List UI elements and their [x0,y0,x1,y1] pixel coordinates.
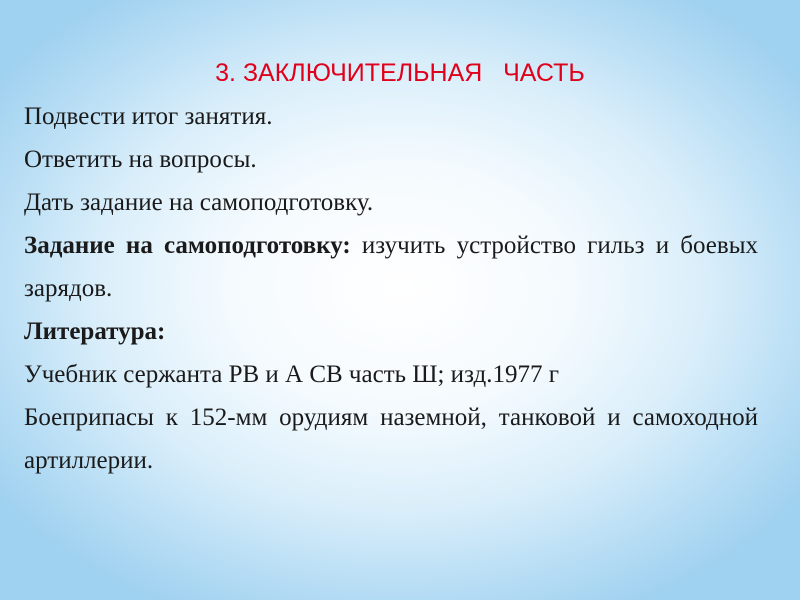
slide-heading: 3. ЗАКЛЮЧИТЕЛЬНАЯ ЧАСТЬ [215,59,585,87]
assignment-label: Задание на самоподготовку: [24,232,351,259]
assignment-paragraph [24,224,758,310]
literature-label: Литература: [24,318,166,345]
item-assign: Дать задание на самоподготовку. [24,189,374,216]
slide-body [24,95,758,482]
item-questions: Ответить на вопросы. [24,146,257,173]
item-summary: Подвести итог занятия. [24,103,273,130]
literature-item-2: Боеприпасы к 152-мм орудиям наземной, танковой и самоходной артиллерии. [24,404,758,474]
literature-item-1: Учебник сержанта РВ и А СВ часть Ш; изд.1977 г [24,361,559,388]
assignment-text: изучить устройство гильз и боевых зарядов. [24,232,759,302]
